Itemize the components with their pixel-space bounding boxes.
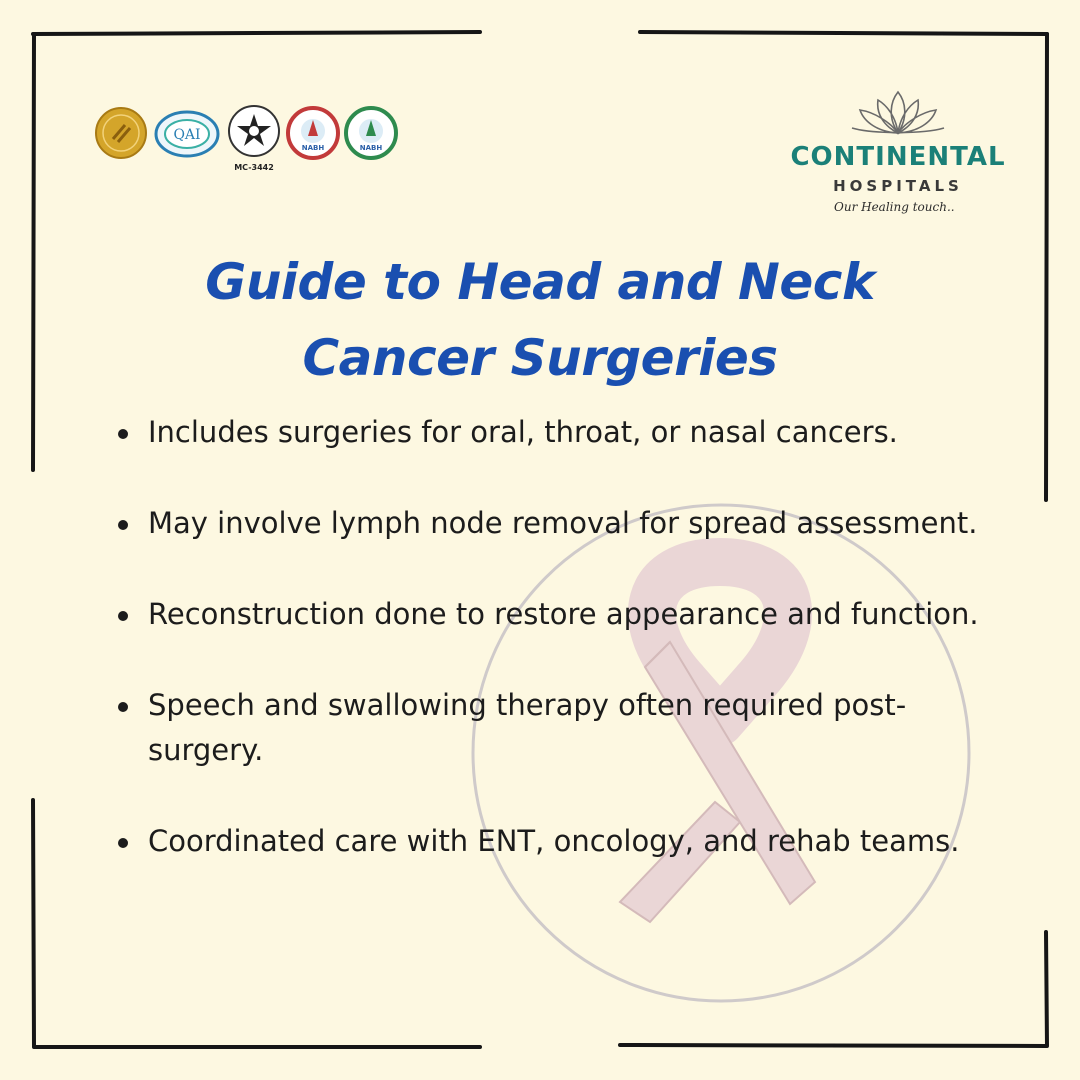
- nabh-label-red: NABH: [301, 144, 325, 152]
- brand-subname: HOSPITALS: [833, 177, 963, 195]
- list-item-text: Speech and swallowing therapy often required post-surgery.: [148, 688, 907, 767]
- brand-name: CONTINENTAL: [790, 142, 1006, 172]
- list-item: [118, 592, 988, 637]
- qai-badge-icon: [154, 109, 220, 159]
- bullet-dot-icon: [118, 611, 128, 621]
- star-emblem-icon: [226, 104, 282, 174]
- list-item-text: Coordinated care with ENT, oncology, and rehab teams.: [148, 824, 960, 858]
- bullet-dot-icon: [118, 702, 128, 712]
- gold-seal-icon: [94, 106, 148, 160]
- list-item-text: May involve lymph node removal for spread assessment.: [148, 506, 978, 540]
- bullet-dot-icon: [118, 520, 128, 530]
- brand-tagline: Our Healing touch..: [834, 200, 955, 214]
- hospital-logo: [778, 88, 1018, 228]
- list-item-text: Includes surgeries for oral, throat, or nasal cancers.: [148, 415, 898, 449]
- certification-badges: [94, 106, 404, 176]
- bullet-dot-icon: [118, 838, 128, 848]
- mc-code-label: MC-3442: [234, 163, 274, 172]
- nabh-badge-green-icon: [344, 106, 398, 160]
- list-item: [118, 410, 988, 455]
- title-line-2: Cancer Surgeries: [302, 329, 778, 387]
- nabh-badge-red-icon: [286, 106, 340, 160]
- page-title: [100, 244, 980, 396]
- bullet-list: [118, 410, 988, 910]
- list-item: [118, 683, 988, 773]
- list-item: [118, 501, 988, 546]
- list-item: [118, 819, 988, 864]
- nabh-label-green: NABH: [359, 144, 383, 152]
- list-item-text: Reconstruction done to restore appearance and function.: [148, 597, 979, 631]
- lotus-icon: [848, 88, 948, 138]
- title-line-1: Guide to Head and Neck: [205, 253, 875, 311]
- bullet-dot-icon: [118, 429, 128, 439]
- qai-label: QAI: [173, 127, 201, 143]
